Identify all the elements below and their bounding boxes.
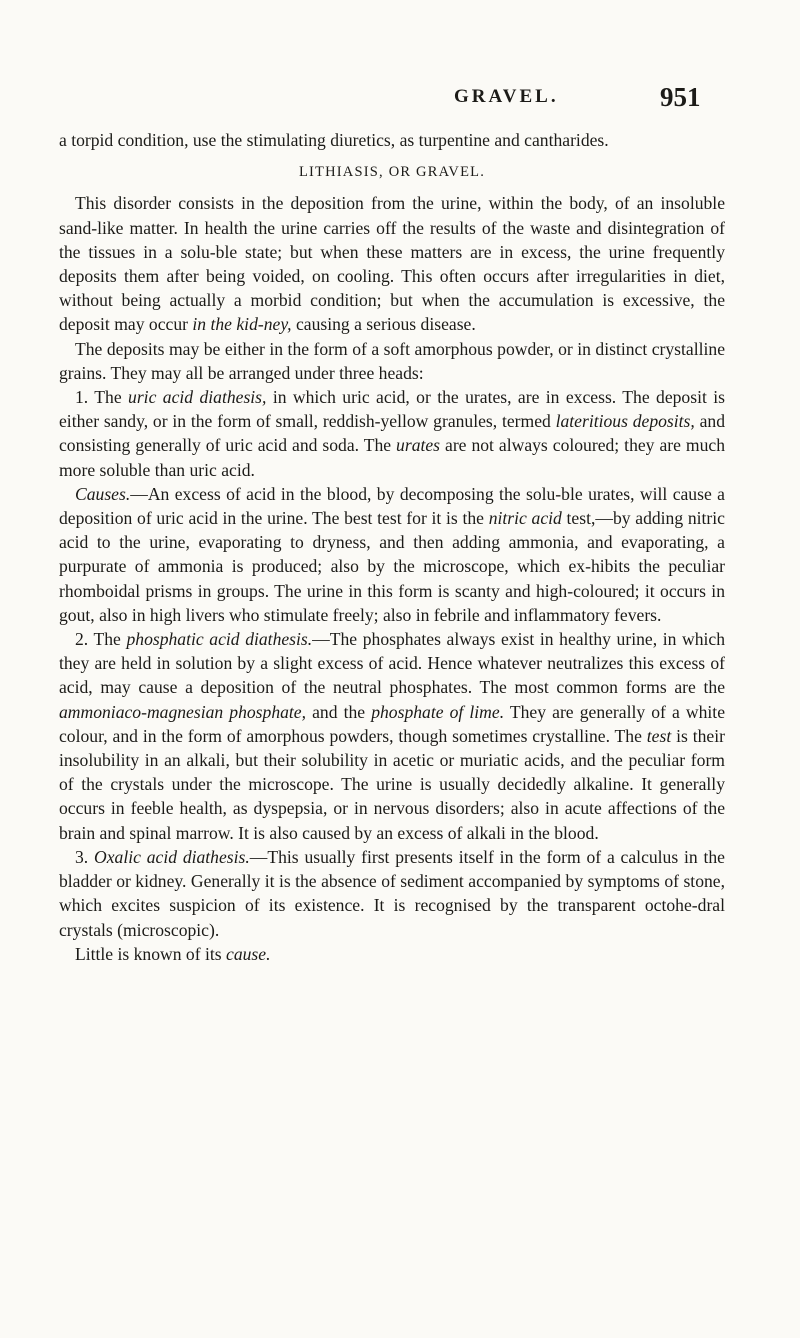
section-heading: LITHIASIS, OR GRAVEL.: [298, 164, 486, 181]
paragraph-deposit-forms: The deposits may be either in the form of a soft amorphous powder, or in distinct crystalline grains. They may all be arranged under three heads:: [59, 338, 725, 383]
paragraph-definition: This disorder consists in the deposition from the urine, within the body, of an insoluble sand-like matter. In health the urine carries off the results of the waste and disintegration of the tissues in a solu-ble state; but when these matters are in excess, the urine frequently deposits them after being voided, on cooling. This often occurs after irregularities in diet, without being actually a morbid condition; but when the accumulation is excessive, the deposit may occur in the kid-ney, causing a serious disease.: [59, 193, 725, 335]
paragraph-phosphatic: 2. The phosphatic acid diathesis.—The phosphates always exist in healthy urine, in which they are held in solution by a slight excess of acid. Hence whatever neutralizes this excess of acid, may cause a deposition of the neutral phosphates. The most common forms are the ammoniaco-magnesian phosphate, and the phosphate of lime. They are generally of a white colour, and in the form of amorphous powders, though sometimes crystalline. The test is their insolubility in an alkali, but their solubility in acetic or muriatic acids, and the peculiar form of the crystals under the microscope. The urine is usually decidedly alkaline. It generally occurs in feeble health, as dyspepsia, or in nervous disorders; also in acute affections of the brain and spinal marrow. It is also caused by an excess of alkali in the blood.: [59, 629, 726, 843]
paragraph-oxalic: 3. Oxalic acid diathesis.—This usually first presents itself in the form of a calculus in the bladder or kidney. Generally it is the absence of sediment accompanied by symptoms of stone, which excites suspicion of its existence. It is recognised by the transparent octohe-dral crystals (microscopic).: [59, 846, 725, 940]
paragraph-cause-unknown: Little is known of its cause.: [75, 943, 271, 964]
intro-paragraph: a torpid condition, use the stimulating diuretics, as turpentine and cantharides.: [59, 130, 609, 150]
paragraph-causes: Causes.—An excess of acid in the blood, by decomposing the solu-ble urates, will cause a deposition of uric acid in the urine. The best test for it is the nitric acid test,—by adding nitric acid to the urine, evaporating to dryness, and then adding ammonia, and evaporating, a purpurate of ammonia is produced; also by the microscope, which ex-hibits the peculiar rhomboidal prisms in groups. The urine in this form is scanty and high-coloured; it occurs in gout, also in high livers who stimulate freely; also in febrile and inflammatory fevers.: [59, 483, 725, 625]
running-head: [0, 82, 800, 112]
running-title: GRAVEL.: [454, 86, 559, 107]
paragraph-uric-acid: 1. The uric acid diathesis, in which uric acid, or the urates, are in excess. The deposit is either sandy, or in the form of small, reddish-yellow granules, termed lateritious deposits, and consisting generally of uric acid and soda. The urates are not always coloured; they are much more soluble than uric acid.: [59, 387, 726, 480]
page-number: 951: [660, 82, 701, 112]
body-text: [59, 128, 725, 966]
